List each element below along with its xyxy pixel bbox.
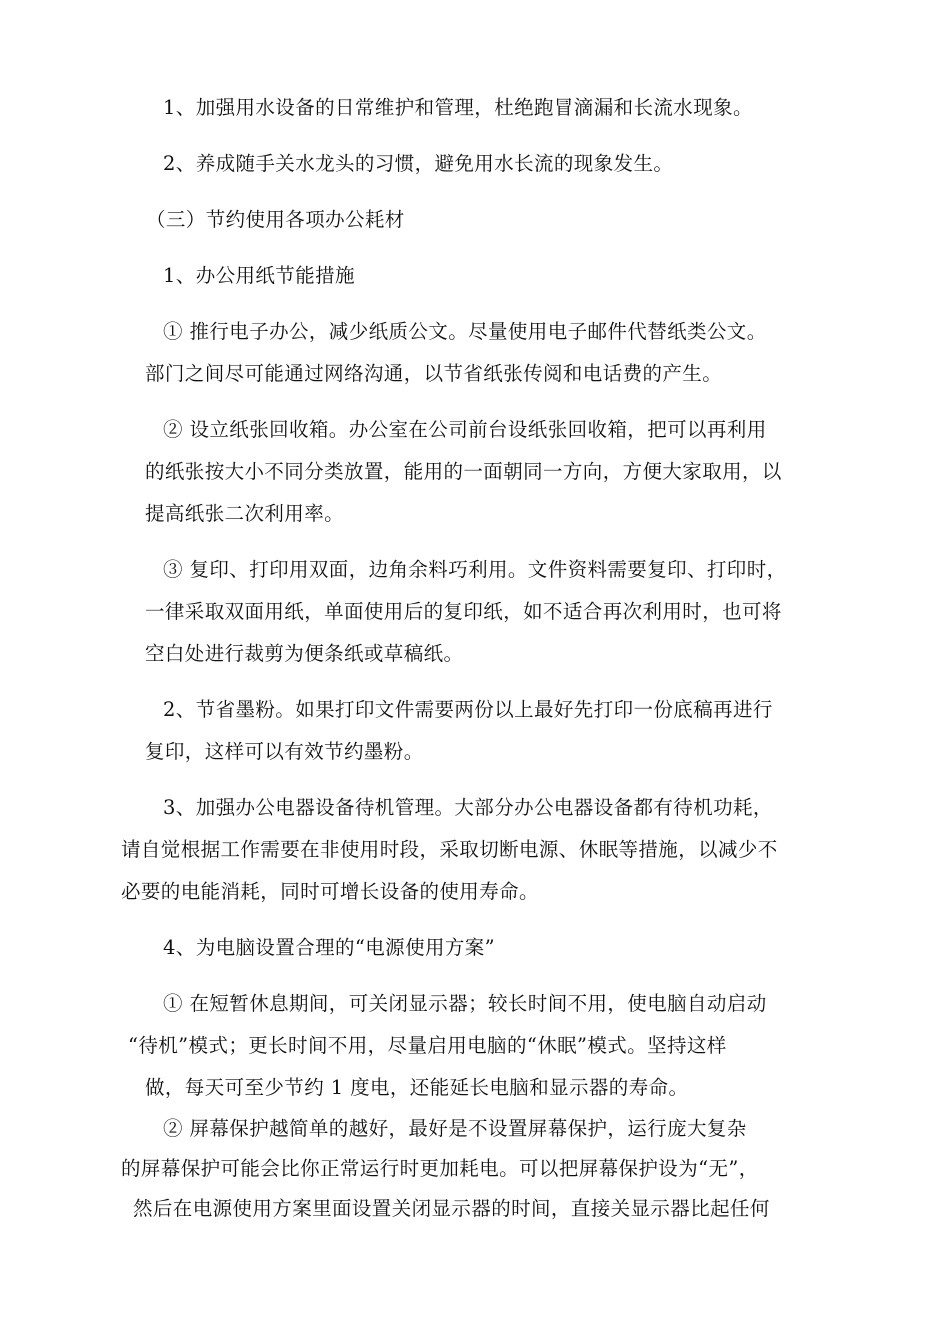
paragraph-line: 2、养成随手关水龙头的习惯，避免用水长流的现象发生。 bbox=[163, 152, 674, 175]
paragraph-line: 的屏幕保护可能会比你正常运行时更加耗电。可以把屏幕保护设为“无”， bbox=[121, 1157, 759, 1180]
paragraph-line: 必要的电能消耗，同时可增长设备的使用寿命。 bbox=[121, 880, 539, 903]
paragraph-line: ③ 复印、打印用双面，边角余料巧利用。文件资料需要复印、打印时， bbox=[163, 558, 787, 581]
paragraph-line: 1、加强用水设备的日常维护和管理，杜绝跑冒滴漏和长流水现象。 bbox=[163, 96, 753, 119]
subheading: 4、为电脑设置合理的“电源使用方案” bbox=[163, 936, 496, 959]
paragraph-line: 复印，这样可以有效节约墨粉。 bbox=[145, 740, 424, 763]
paragraph-line: 然后在电源使用方案里面设置关闭显示器的时间，直接关显示器比起任何 bbox=[133, 1197, 770, 1220]
paragraph-line: ② 屏幕保护越简单的越好，最好是不设置屏幕保护，运行庞大复杂 bbox=[163, 1117, 747, 1140]
paragraph-line: 做，每天可至少节约 1 度电，还能延长电脑和显示器的寿命。 bbox=[145, 1076, 689, 1099]
paragraph-line: 空白处进行裁剪为便条纸或草稿纸。 bbox=[145, 642, 464, 665]
paragraph-line: 部门之间尽可能通过网络沟通，以节省纸张传阅和电话费的产生。 bbox=[145, 362, 723, 385]
paragraph-line: ② 设立纸张回收箱。办公室在公司前台设纸张回收箱，把可以再利用 bbox=[163, 418, 767, 441]
subheading: 1、办公用纸节能措施 bbox=[163, 264, 355, 287]
paragraph-line: 一律采取双面用纸，单面使用后的复印纸，如不适合再次利用时，也可将 bbox=[145, 600, 782, 623]
section-heading: （三）节约使用各项办公耗材 bbox=[146, 208, 405, 231]
paragraph-line: 2、节省墨粉。如果打印文件需要两份以上最好先打印一份底稿再进行 bbox=[163, 698, 773, 721]
paragraph-line: ① 在短暂休息期间，可关闭显示器；较长时间不用，使电脑自动启动 bbox=[163, 992, 767, 1015]
paragraph-line: 的纸张按大小不同分类放置，能用的一面朝同一方向，方便大家取用，以 bbox=[145, 460, 782, 483]
paragraph-line: 请自觉根据工作需要在非使用时段，采取切断电源、休眠等措施，以减少不 bbox=[121, 838, 778, 861]
paragraph-line: 提高纸张二次利用率。 bbox=[145, 502, 345, 525]
paragraph-line: ① 推行电子办公，减少纸质公文。尽量使用电子邮件代替纸类公文。 bbox=[163, 320, 767, 343]
paragraph-line: “待机”模式；更长时间不用，尽量启用电脑的“休眠”模式。坚持这样 bbox=[128, 1034, 727, 1057]
paragraph-line: 3、加强办公电器设备待机管理。大部分办公电器设备都有待机功耗， bbox=[163, 796, 773, 819]
